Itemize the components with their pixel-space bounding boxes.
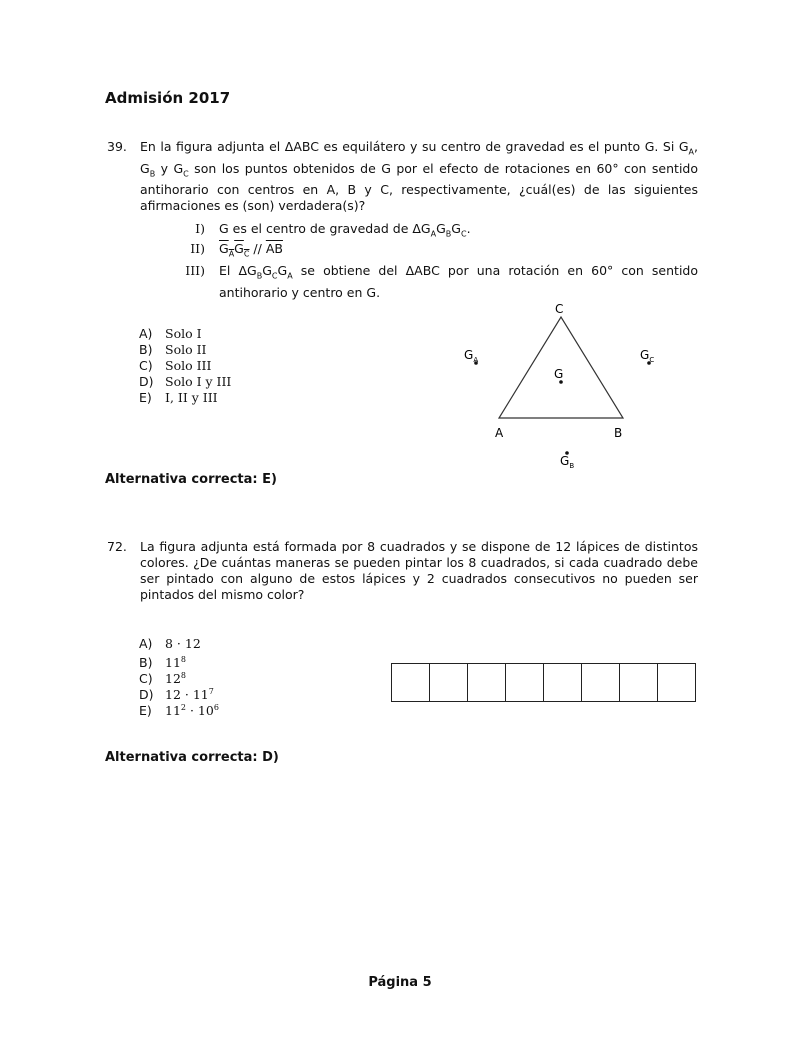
option-e: E) I, II y III [139, 390, 218, 405]
option-e: E) $11^2 \cdot 10^6$ [139, 703, 219, 719]
statement-1-label: I) [195, 221, 205, 236]
square-2 [429, 663, 468, 702]
option-a: A) Solo I [139, 326, 202, 341]
label-c: C [555, 302, 564, 316]
triangle-figure [440, 295, 680, 480]
statement-3-text: El $\Delta G_BG_CG_A$ se obtiene del ΔABC por una rotación en 60° con sentido antihorario y centro en G. [219, 263, 698, 300]
label-ga: $G_A$ [464, 348, 479, 364]
question-72-text: La figura adjunta está formada por 8 cuadrados y se dispone de 12 lápices de distintos colores. ¿De cuántas maneras se pueden pintar los 8 cuadrados, si cada cuadrado debe ser pintado con alguno de estos lápices y 2 cuadrados consecutivos no pueden ser pintados del mismo color? [140, 539, 698, 602]
label-gc: $G_C$ [640, 348, 655, 364]
option-c: C) Solo III [139, 358, 212, 373]
statement-1-text: G es el centro de gravedad de $\Delta G_AG_BG_C$. [219, 221, 471, 239]
square-7 [619, 663, 658, 702]
option-d: D) Solo I y III [139, 374, 232, 389]
question-39-answer: Alternativa correcta: E) [105, 472, 277, 487]
square-4 [505, 663, 544, 702]
page-number: Página 5 [368, 975, 432, 990]
option-a: A) 8 · 12 [139, 636, 201, 651]
statement-2-text: $G_AG_C // \overline{AB}$ [219, 241, 283, 259]
square-6 [581, 663, 620, 702]
squares-figure [391, 663, 696, 702]
label-g: G [554, 367, 564, 381]
label-gb: $G_B$ [560, 454, 575, 470]
page-header: Admisión 2017 [105, 89, 231, 107]
option-d: D) $12 \cdot 11^7$ [139, 687, 214, 703]
question-72-options [139, 636, 219, 719]
question-39-text: En la figura adjunta el ΔABC es equilátero y su centro de gravedad es el punto G. Si $G_A$, $G_B$ y $G_C$ son los puntos obtenidos de G por el efecto de rotaciones en 60° con sentido antihorario con centros en A, B y C, respectivamente, ¿cuál(es) de las siguientes afirmaciones es (son) verdadera(s)? [140, 139, 699, 213]
statement-2-label: II) [190, 241, 205, 256]
square-1 [391, 663, 430, 702]
question-39-number: 39. [107, 139, 127, 154]
square-5 [543, 663, 582, 702]
question-39-options [139, 326, 231, 406]
square-3 [467, 663, 506, 702]
statement-3-label: III) [185, 263, 205, 278]
option-c: C) $12^8$ [139, 671, 186, 687]
option-b: B) Solo II [139, 342, 207, 357]
square-8 [657, 663, 696, 702]
label-b: B [614, 426, 623, 440]
label-a: A [495, 426, 504, 440]
option-b: B) $11^8$ [139, 655, 186, 671]
question-72-answer: Alternativa correcta: D) [105, 750, 279, 765]
question-72-number: 72. [107, 539, 127, 554]
